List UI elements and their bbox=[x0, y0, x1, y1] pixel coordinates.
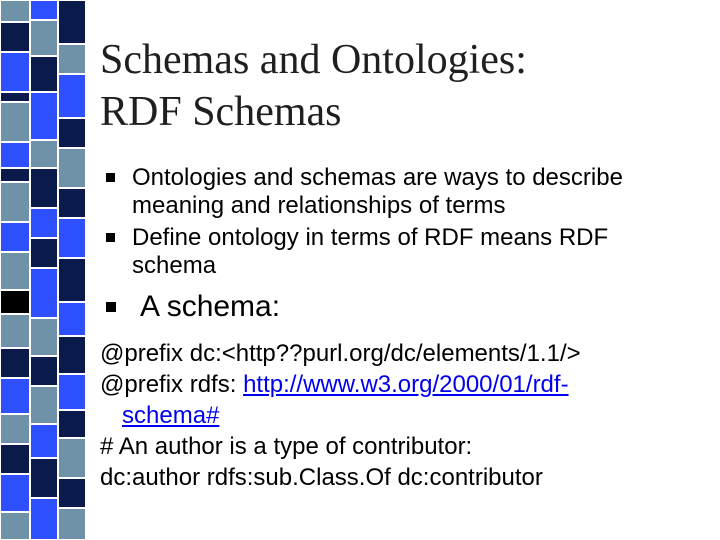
decorative-block bbox=[30, 356, 58, 386]
decorative-block bbox=[58, 336, 86, 374]
decorative-block bbox=[0, 222, 30, 252]
decorative-block bbox=[58, 74, 86, 118]
decorative-block bbox=[58, 218, 86, 258]
decorative-block bbox=[0, 290, 30, 314]
bullet-text: meaning and relationships of terms bbox=[132, 192, 506, 219]
decorative-block bbox=[58, 148, 86, 188]
title-line-1: Schemas and Ontologies: bbox=[100, 37, 527, 83]
bullet-square-icon bbox=[106, 173, 115, 182]
decorative-block bbox=[58, 118, 86, 148]
decorative-block bbox=[30, 424, 58, 458]
decorative-block bbox=[58, 374, 86, 410]
decorative-block bbox=[58, 188, 86, 218]
decorative-block bbox=[30, 0, 58, 20]
bullet-text: Ontologies and schemas are ways to describe bbox=[132, 164, 623, 191]
decorative-block bbox=[58, 302, 86, 336]
decorative-block bbox=[30, 498, 58, 540]
rdf-schema-link-continued[interactable]: schema# bbox=[122, 402, 220, 429]
decorative-block bbox=[0, 182, 30, 222]
decorative-block bbox=[30, 168, 58, 208]
decorative-block bbox=[0, 168, 30, 182]
bullet-list bbox=[106, 164, 706, 280]
decorative-block bbox=[0, 52, 30, 92]
decorative-block bbox=[58, 508, 86, 540]
code-line-5: dc:author rdfs:sub.Class.Of dc:contributor bbox=[100, 464, 543, 491]
decorative-block bbox=[0, 252, 30, 290]
decorative-block bbox=[0, 92, 30, 102]
code-line-2-prefix: @prefix rdfs: bbox=[100, 371, 244, 398]
bullet-square-icon bbox=[106, 302, 116, 312]
bullet-item bbox=[106, 164, 706, 220]
decorative-block bbox=[58, 438, 86, 478]
bullet-text: Define ontology in terms of RDF means RDF bbox=[132, 224, 609, 251]
decorative-block bbox=[0, 474, 30, 512]
decorative-block bbox=[58, 258, 86, 302]
bullet-item bbox=[106, 224, 706, 280]
decorative-block bbox=[0, 142, 30, 168]
decorative-sidebar bbox=[0, 0, 86, 540]
decorative-block bbox=[30, 92, 58, 140]
decorative-block bbox=[0, 102, 30, 142]
bullet-square-icon bbox=[106, 233, 115, 242]
title-line-2: RDF Schemas bbox=[100, 89, 342, 135]
decorative-block bbox=[30, 268, 58, 318]
decorative-block bbox=[30, 56, 58, 92]
decorative-block bbox=[58, 410, 86, 438]
bullet-text: schema bbox=[132, 252, 217, 279]
code-line-2 bbox=[100, 369, 710, 400]
decorative-block bbox=[0, 348, 30, 378]
bullet-schema bbox=[106, 290, 280, 324]
decorative-block bbox=[0, 414, 30, 444]
decorative-block bbox=[30, 20, 58, 56]
decorative-block bbox=[30, 140, 58, 168]
decorative-block bbox=[0, 378, 30, 414]
decorative-block bbox=[58, 0, 86, 44]
decorative-block bbox=[30, 208, 58, 238]
code-line-4: # An author is a type of contributor: bbox=[100, 433, 473, 460]
decorative-block bbox=[30, 318, 58, 356]
decorative-block bbox=[58, 44, 86, 74]
decorative-block bbox=[0, 22, 30, 52]
decorative-block bbox=[30, 386, 58, 424]
decorative-block bbox=[0, 0, 30, 22]
decorative-block bbox=[0, 314, 30, 348]
decorative-block bbox=[30, 458, 58, 498]
rdf-schema-link[interactable]: http://www.w3.org/2000/01/rdf- bbox=[243, 371, 569, 398]
decorative-block bbox=[30, 238, 58, 268]
code-line-1: @prefix dc:<http??purl.org/dc/elements/1.1/> bbox=[100, 340, 581, 367]
bullet-schema-text: A schema: bbox=[140, 290, 281, 323]
code-line-3 bbox=[100, 400, 710, 431]
decorative-block bbox=[0, 512, 30, 540]
schema-code-block bbox=[100, 338, 710, 493]
decorative-block bbox=[0, 444, 30, 474]
decorative-block bbox=[58, 478, 86, 508]
slide-title bbox=[100, 34, 700, 138]
